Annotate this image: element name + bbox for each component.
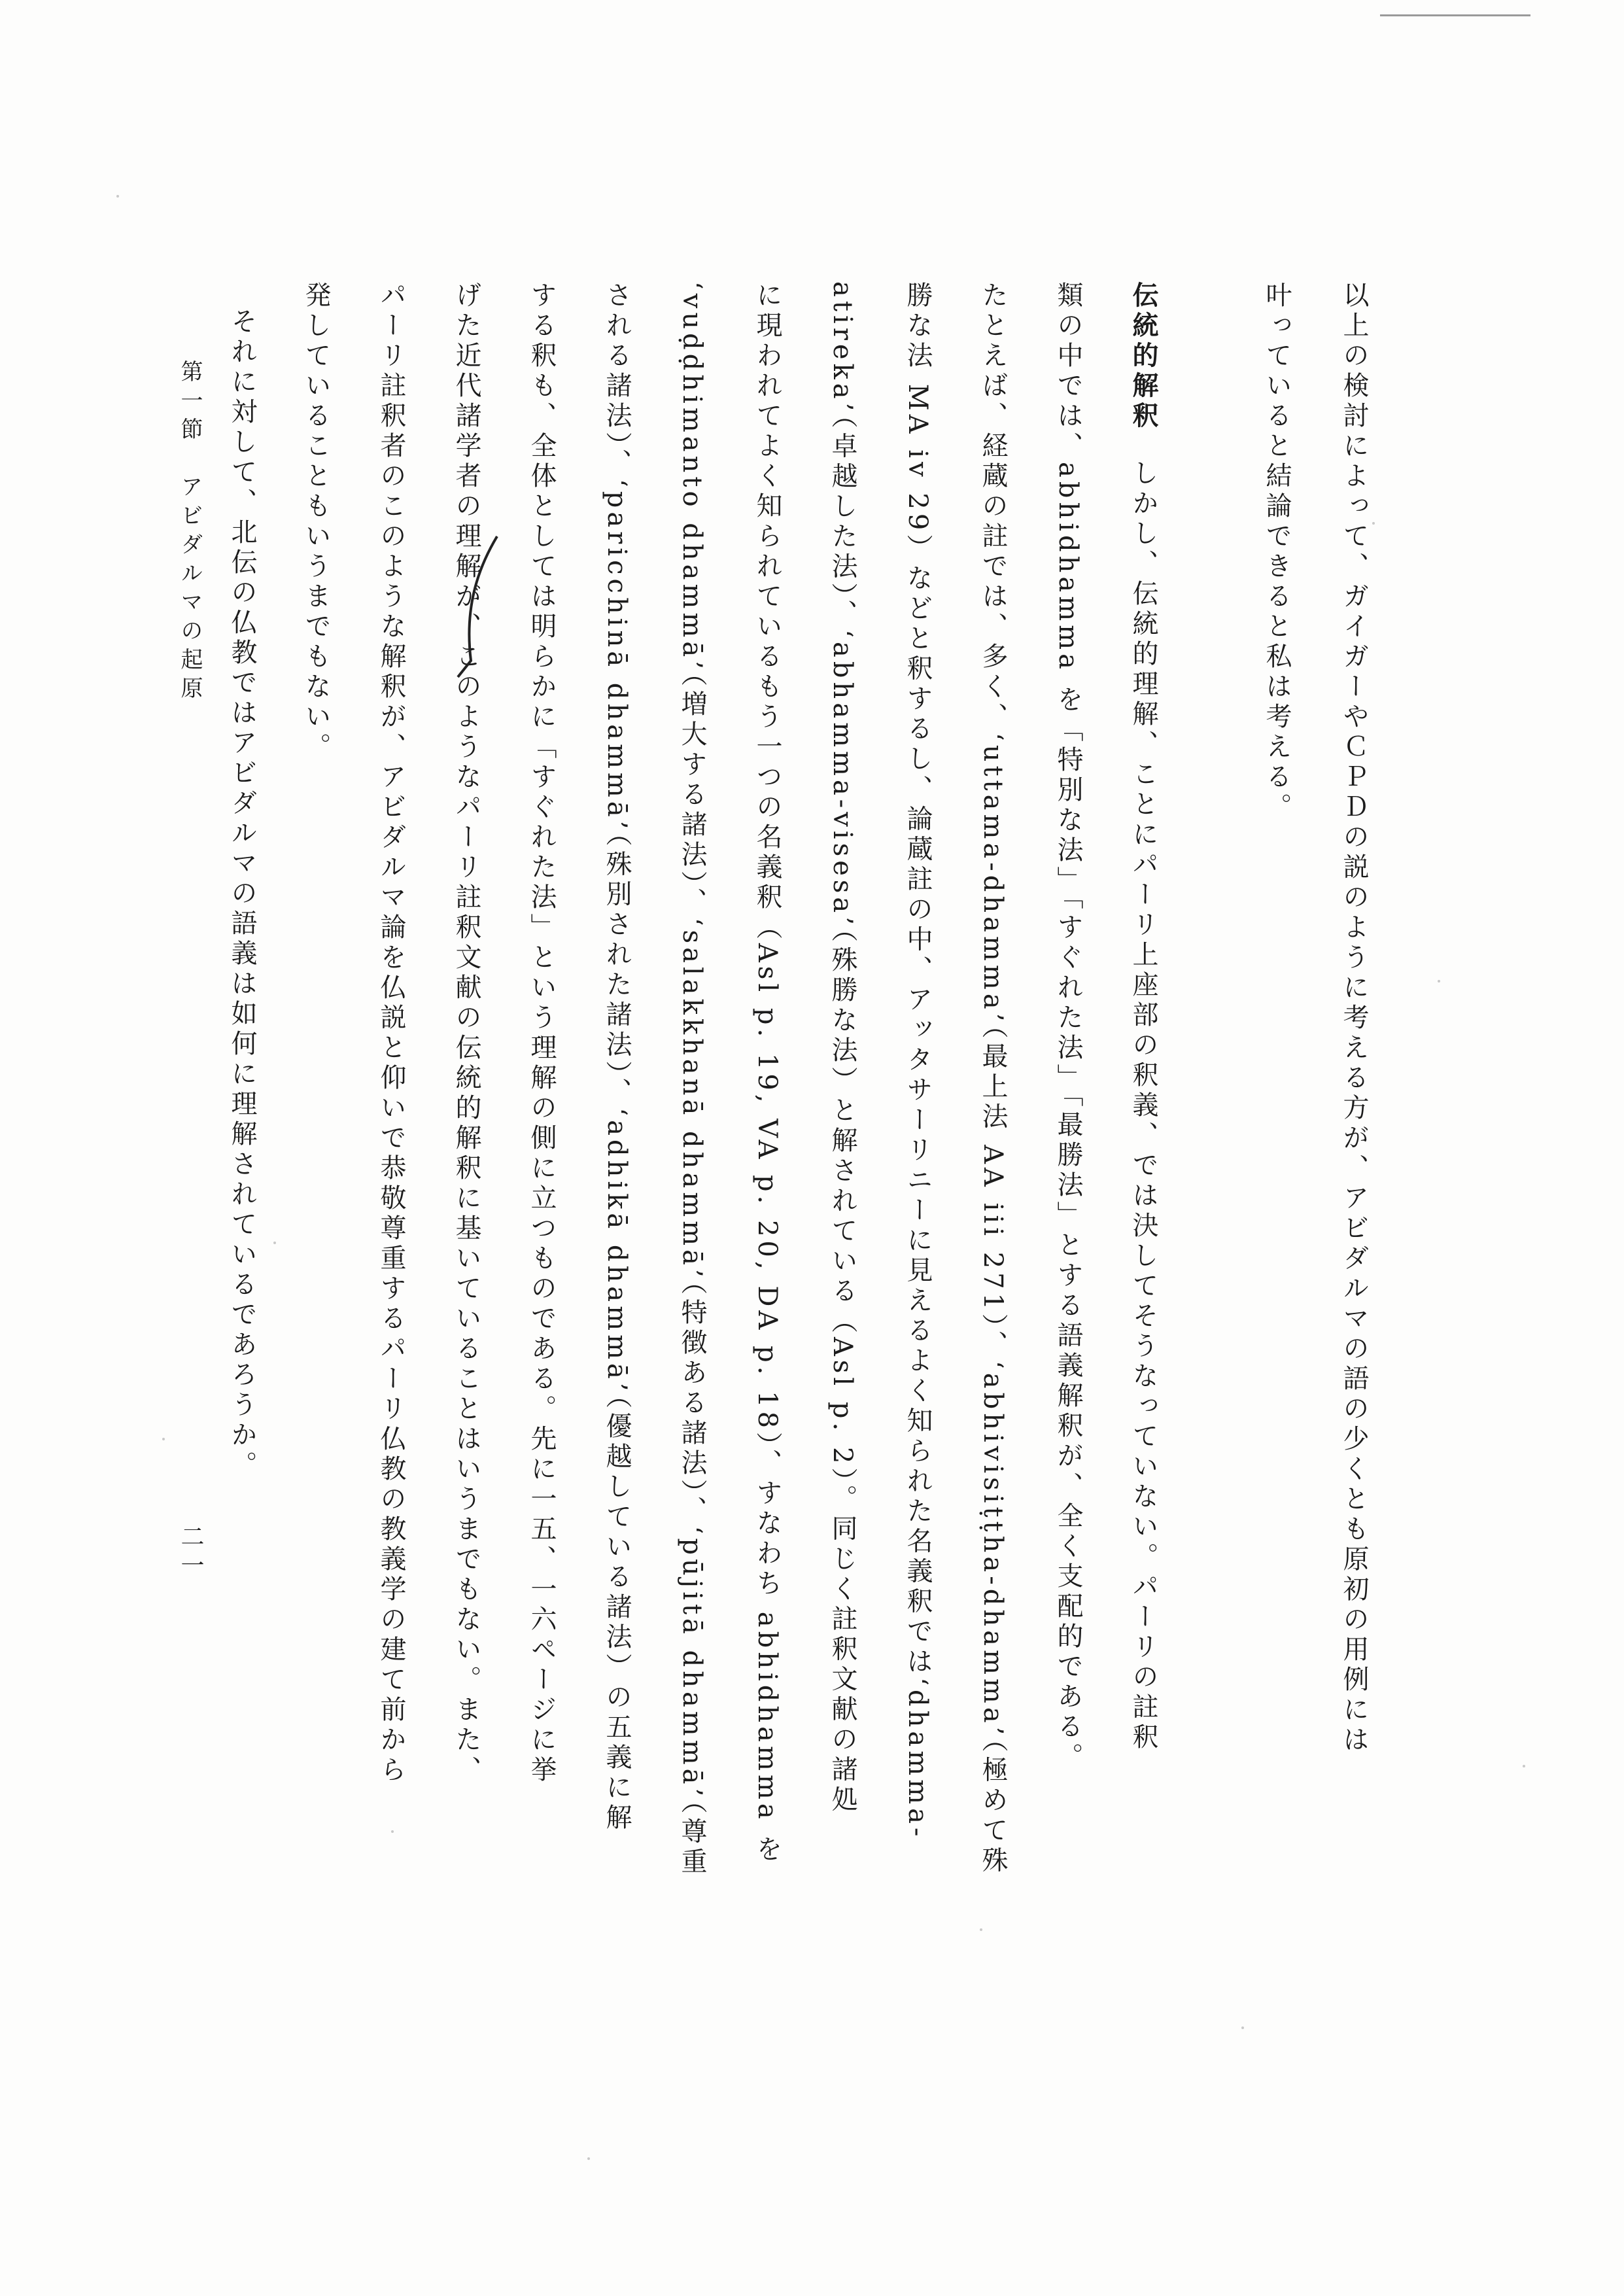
- text-column-12: げた近代諸学者の理解が、このようなパーリ註釈文献の伝統的解釈に基いていることはいうまでもない。また、: [451, 281, 481, 1786]
- text-column-6: 勝な法 MA iv 29）などと釈するし、論蔵註の中、アッタサーリニーに見えるよく知られた名義釈では‘dhamma-: [903, 281, 933, 1841]
- text-column-9: ‘vuḍḍhimanto dhammā’（増大する諸法）、‘salakkhanā dhammā’（特徴ある諸法）、‘pūjitā dhammā’（尊重: [677, 281, 707, 1878]
- text-column-11: する釈も、全体としては明らかに「すぐれた法」という理解の側に立つものである。先に一五、一六ページに挙: [527, 281, 557, 1786]
- text-column-1: 以上の検討によって、ガイガーやＣＰＤの説のように考える方が、アビダルマの語の少くとも原初の用例には: [1339, 281, 1369, 1756]
- text-column-3-body: しかし、伝統的理解、ことにパーリ上座部の釈義、では決してそうなっていない。パーリの註釈: [1128, 459, 1158, 1753]
- text-column-5: たとえば、経蔵の註では、多く、‘uttama-dhamma’（最上法 AA iii 271）、‘abhivisiṭṭha-dhamma’（極めて殊: [978, 281, 1008, 1877]
- page-number: 二一: [177, 1524, 204, 1582]
- running-footer-title: 第一節 アビダルマの起原: [177, 360, 203, 705]
- text-column-4: 類の中では、abhidhamma を「特別な法」「すぐれた法」「最勝法」とする語義解釈が、全く支配的である。: [1053, 281, 1083, 1773]
- text-column-10: される諸法）、‘paricchinā dhammā’（殊別された諸法）、‘adhikā dhammā’（優越している諸法）の五義に解: [602, 281, 632, 1834]
- text-column-14: [303, 281, 329, 763]
- text-column-14-end: 発していることもいうまでもない。: [301, 281, 331, 763]
- text-column-13: パーリ註釈者のこのような解釈が、アビダルマ論を仏説と仰いで恭敬尊重するパーリ仏教の教義学の建て前から: [376, 281, 406, 1786]
- text-column-8: に現われてよく知られているもう一つの名義釈（Asl p. 19, VA p. 20, DA p. 18）、すなわち abhidhamma を: [752, 281, 782, 1866]
- section-heading: 伝統的解釈: [1128, 281, 1158, 432]
- text-column-3: [1130, 281, 1156, 1753]
- text-column-2: 叶っていると結論できると私は考える。: [1262, 281, 1292, 823]
- text-column-7: atireka’（卓越した法）、‘abhamma-visesa’（殊勝な法）と解されている（Asl p. 2）。同じく註釈文献の諸処: [827, 281, 857, 1816]
- top-edge-rule: [1380, 14, 1530, 16]
- text-column-15: それに対して、北伝の仏教ではアビダルマの語義は如何に理解されているであろうか。: [227, 307, 257, 1481]
- pen-annotation-mark: [451, 530, 510, 680]
